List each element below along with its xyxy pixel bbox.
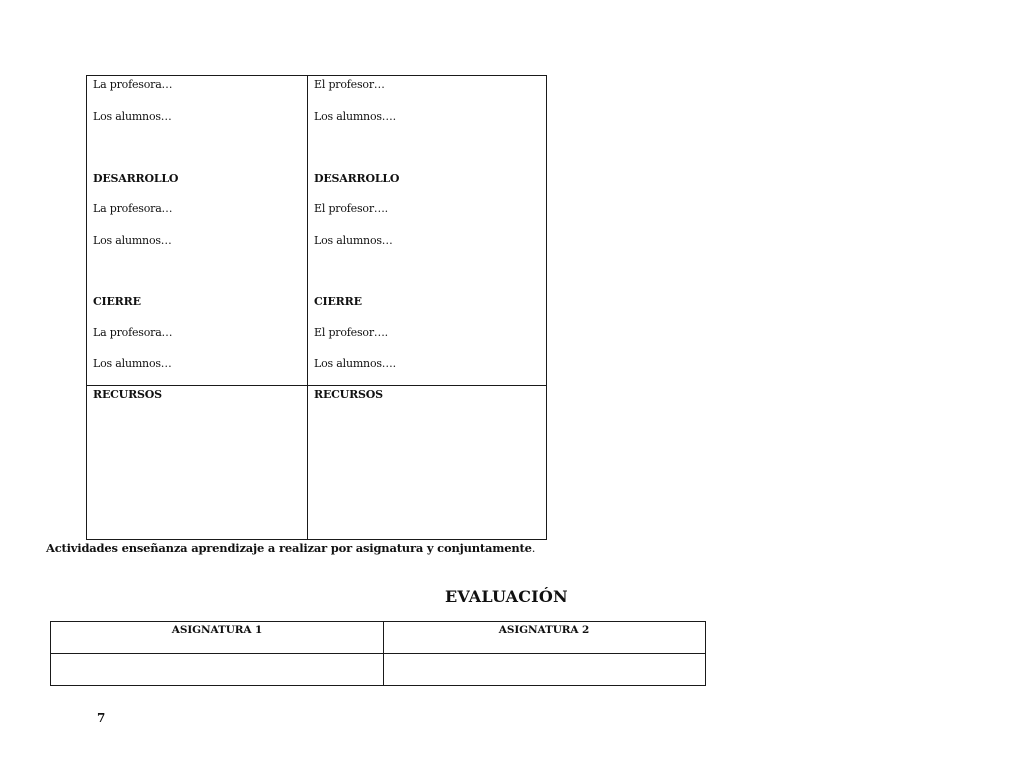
- right-opening-teacher: El profesor…: [314, 78, 385, 91]
- lesson-plan-table: [86, 75, 547, 540]
- right-closing-students: Los alumnos….: [314, 357, 396, 370]
- right-closing-heading: CIERRE: [314, 295, 362, 308]
- page-number: 7: [97, 711, 106, 725]
- right-development-heading: DESARROLLO: [314, 172, 400, 185]
- right-opening-students: Los alumnos….: [314, 110, 396, 123]
- table-column-divider: [307, 76, 308, 539]
- left-development-heading: DESARROLLO: [93, 172, 179, 185]
- eval-cell-subject-2: [384, 655, 705, 685]
- left-closing-teacher: La profesora…: [93, 326, 173, 339]
- left-development-students: Los alumnos…: [93, 234, 172, 247]
- right-closing-teacher: El profesor….: [314, 326, 388, 339]
- left-resources-heading: RECURSOS: [93, 388, 162, 401]
- left-closing-heading: CIERRE: [93, 295, 141, 308]
- right-development-students: Los alumnos…: [314, 234, 393, 247]
- eval-cell-subject-1: [51, 655, 383, 685]
- evaluation-title: EVALUACIÓN: [445, 587, 568, 606]
- eval-header-subject-1: ASIGNATURA 1: [171, 624, 263, 636]
- table-caption: [46, 541, 535, 555]
- left-opening-students: Los alumnos…: [93, 110, 172, 123]
- caption-text: Actividades enseñanza aprendizaje a realizar por asignatura y conjuntamente: [46, 541, 532, 555]
- left-closing-students: Los alumnos…: [93, 357, 172, 370]
- left-opening-teacher: La profesora…: [93, 78, 173, 91]
- right-resources-heading: RECURSOS: [314, 388, 383, 401]
- right-development-teacher: El profesor….: [314, 202, 388, 215]
- table-row-divider: [87, 385, 546, 386]
- left-development-teacher: La profesora…: [93, 202, 173, 215]
- caption-period: .: [531, 541, 536, 555]
- eval-row-divider: [51, 653, 705, 654]
- eval-header-subject-2: ASIGNATURA 2: [498, 624, 590, 636]
- evaluation-table: [50, 621, 706, 686]
